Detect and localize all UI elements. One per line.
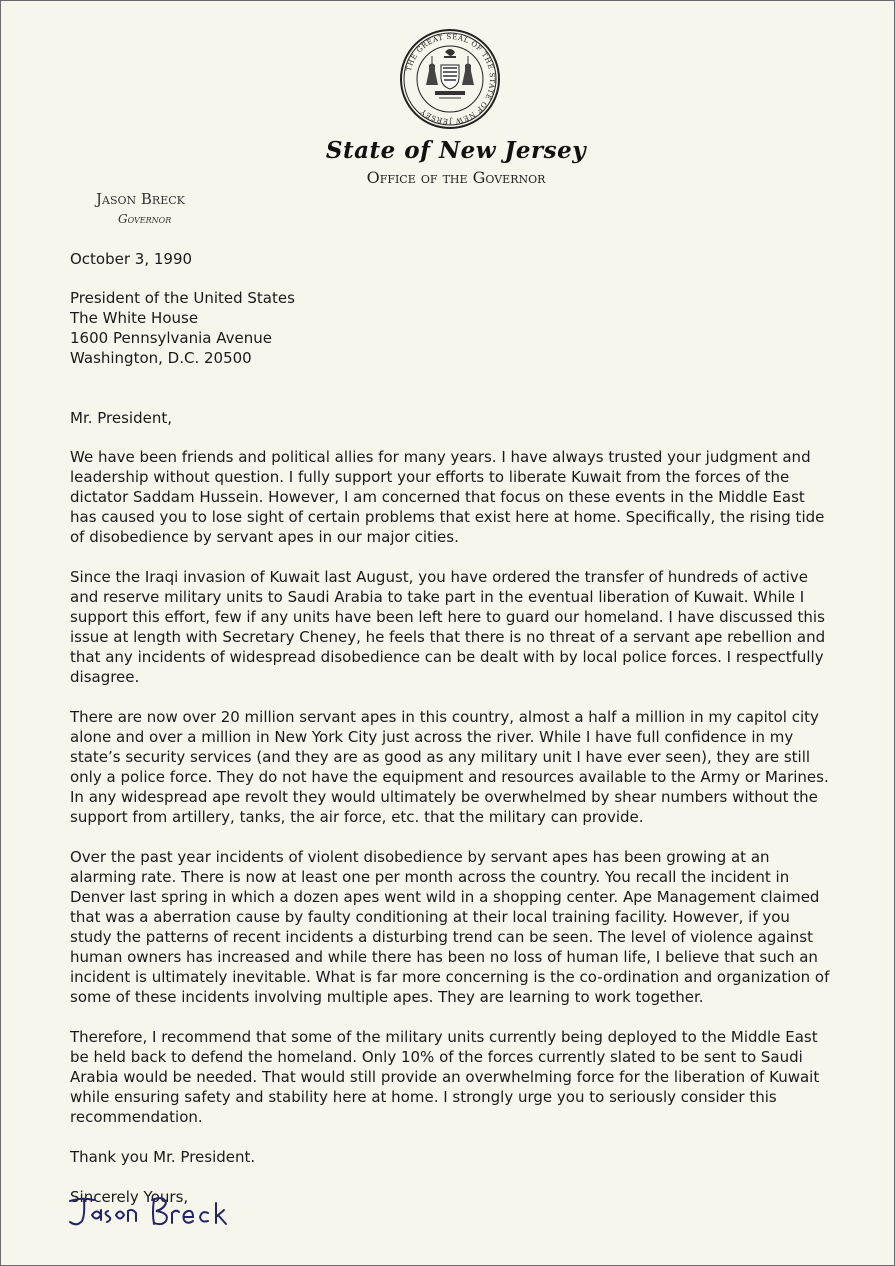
new-jersey-seal-icon — [399, 28, 501, 130]
address-line: 1600 Pennsylvania Avenue — [70, 329, 272, 347]
paragraph: Since the Iraqi invasion of Kuwait last August, you have ordered the transfer of hundreds of active and reserve military units to Saudi Arabia to take part in the eventual liberation of Kuwait. While I support this effort, few if any units have been left here to guard our homeland. I have discussed this issue at length with Secretary Cheney, he feels that there is no threat of a servant ape rebellion and that any incidents of widespread disobedience can be dealt with by local police forces. I respectfully disagree. — [70, 568, 826, 686]
governor-name: Jason Breck — [96, 190, 185, 208]
paragraph: Over the past year incidents of violent disobedience by servant apes has been growing at an alarming rate. There is now at least one per month across the country. You recall the incident in Denver last spring in which a dozen apes went wild in a shopping center. Ape Management claimed that was a aberration cause by faulty conditioning at their local training facility. However, if you study the patterns of recent incidents a disturbing trend can be seen. The level of violence against human owners has increased and while there has been no loss of human life, I believe that such an incident is ultimately inevitable. What is far more concerning is the co-ordination and organization of some of these incidents involving multiple apes. They are learning to work together. — [70, 848, 830, 1006]
paragraph: We have been friends and political allies for many years. I have always trusted your judgment and leadership without question. I fully support your efforts to liberate Kuwait from the forces of the dictator Saddam Hussein. However, I am concerned that focus on these events in the Middle East has caused you to lose sight of certain problems that exist here at home. Specifically, the rising tide of disobedience by servant apes in our major cities. — [70, 448, 825, 546]
recipient-address — [70, 288, 830, 368]
address-line: The White House — [70, 309, 199, 327]
letterhead — [291, 137, 621, 187]
letter-date: October 3, 1990 — [70, 250, 193, 268]
handwritten-signature — [68, 1193, 298, 1233]
paragraph: Therefore, I recommend that some of the military units currently being deployed to the Middle East be held back to defend the homeland. Only 10% of the forces currently slated to be sent to Saudi Arabia would be needed. That would still provide an overwhelming force for the liberation of Kuwait while ensuring safety and stability here at home. I strongly urge you to seriously consider this recommendation. — [70, 1028, 820, 1126]
seal-ring-text: THE GREAT SEAL OF THE STATE OF NEW JERSEY — [404, 32, 497, 126]
state-name: State of New Jersey — [325, 137, 587, 164]
paragraph: There are now over 20 million servant apes in this country, almost a half a million in my capitol city alone and over a million in New York City just across the river. While I have full confidence in my state’s security services (and they are as good as any military unit I have ever seen), they are still only a police force. They do not have the equipment and resources available to the Army or Marines. In any widespread ape revolt they would ultimately be overwhelmed by shear numbers without the support from artillery, tanks, the air force, etc. that the military can provide. — [70, 708, 829, 826]
closing: Sincerely Yours, — [70, 1188, 189, 1206]
address-line: Washington, D.C. 20500 — [70, 349, 252, 367]
address-line: President of the United States — [70, 289, 295, 307]
office-name: Office of the Governor — [366, 168, 546, 187]
salutation: Mr. President, — [70, 409, 173, 427]
governor-title: Governor — [118, 212, 172, 226]
letter-body — [70, 249, 830, 1207]
thanks-line: Thank you Mr. President. — [70, 1148, 256, 1166]
